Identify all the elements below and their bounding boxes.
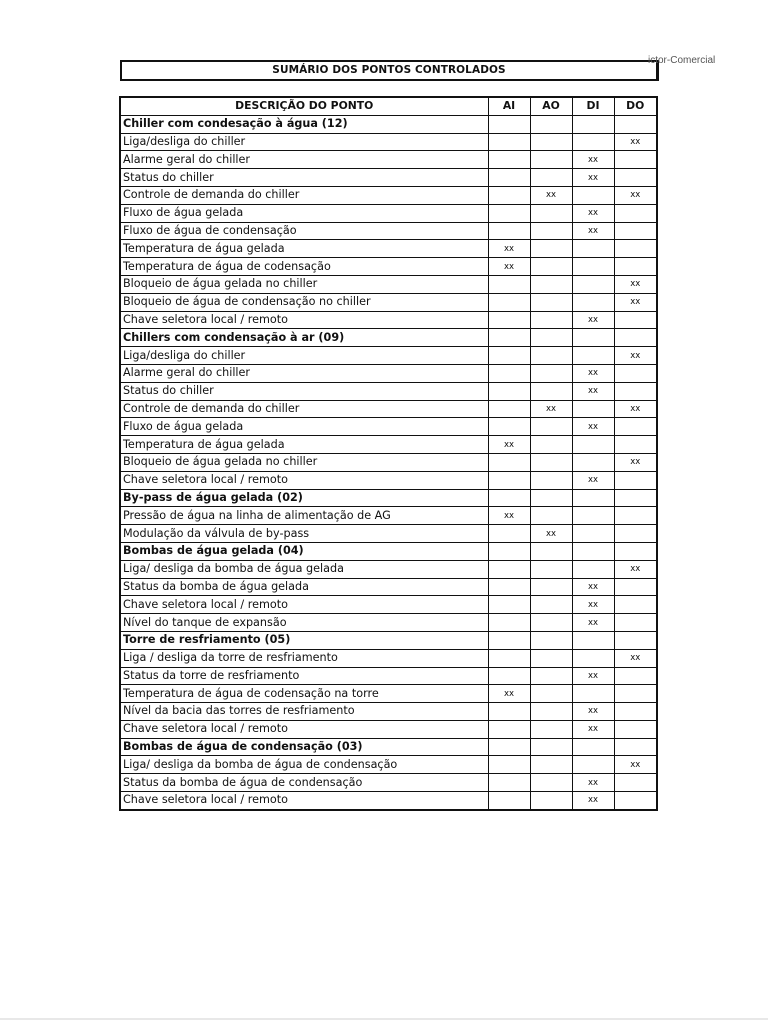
- cell-ao: [530, 169, 572, 187]
- cell-ao: [530, 756, 572, 774]
- cell-ao: [530, 364, 572, 382]
- cell-di: [572, 453, 614, 471]
- header-do: DO: [614, 97, 657, 115]
- cell-ai: [488, 792, 530, 810]
- cell-ai: [488, 275, 530, 293]
- section-header-row: [120, 542, 657, 560]
- cell-do: [614, 507, 657, 525]
- cell-ai: [488, 151, 530, 169]
- point-description: Fluxo de água gelada: [120, 204, 488, 222]
- cell-ao: [530, 151, 572, 169]
- cell-ao: [530, 542, 572, 560]
- cell-ai: xx: [488, 507, 530, 525]
- cell-ai: [488, 222, 530, 240]
- header-ao: AO: [530, 97, 572, 115]
- cell-di: [572, 507, 614, 525]
- point-description: Torre de resfriamento (05): [120, 631, 488, 649]
- cell-di: [572, 489, 614, 507]
- cell-di: [572, 436, 614, 454]
- section-header-row: [120, 631, 657, 649]
- table-row: [120, 418, 657, 436]
- cell-do: [614, 364, 657, 382]
- cell-ao: [530, 275, 572, 293]
- section-header-row: [120, 115, 657, 133]
- point-description: Status da torre de resfriamento: [120, 667, 488, 685]
- point-description: Bloqueio de água de condensação no chiller: [120, 293, 488, 311]
- cell-ao: [530, 614, 572, 632]
- point-description: Chave seletora local / remoto: [120, 792, 488, 810]
- cell-ao: [530, 347, 572, 365]
- cell-ao: [530, 596, 572, 614]
- cell-ao: [530, 204, 572, 222]
- cell-do: xx: [614, 275, 657, 293]
- cell-di: [572, 240, 614, 258]
- cell-do: [614, 614, 657, 632]
- cell-di: xx: [572, 222, 614, 240]
- cell-do: xx: [614, 133, 657, 151]
- point-description: Temperatura de água de codensação: [120, 258, 488, 276]
- table-row: [120, 756, 657, 774]
- cell-ao: [530, 293, 572, 311]
- section-header-row: [120, 738, 657, 756]
- header-di: DI: [572, 97, 614, 115]
- point-description: Chave seletora local / remoto: [120, 720, 488, 738]
- cell-ao: [530, 382, 572, 400]
- cell-ao: [530, 703, 572, 721]
- cell-di: [572, 258, 614, 276]
- cell-ai: [488, 542, 530, 560]
- table-row: [120, 596, 657, 614]
- cell-di: [572, 133, 614, 151]
- cell-ai: [488, 329, 530, 347]
- cell-ai: xx: [488, 240, 530, 258]
- point-description: Temperatura de água gelada: [120, 240, 488, 258]
- cell-do: [614, 578, 657, 596]
- cell-do: xx: [614, 560, 657, 578]
- cell-ai: [488, 311, 530, 329]
- cell-ai: [488, 596, 530, 614]
- cell-di: [572, 400, 614, 418]
- cell-di: [572, 293, 614, 311]
- cell-di: xx: [572, 204, 614, 222]
- cell-di: xx: [572, 364, 614, 382]
- point-description: Fluxo de água de condensação: [120, 222, 488, 240]
- point-description: Nível da bacia das torres de resfriamento: [120, 703, 488, 721]
- cell-do: [614, 151, 657, 169]
- cell-di: xx: [572, 774, 614, 792]
- point-description: Controle de demanda do chiller: [120, 186, 488, 204]
- cell-ai: [488, 489, 530, 507]
- section-header-row: [120, 329, 657, 347]
- cell-di: xx: [572, 382, 614, 400]
- cell-ai: [488, 293, 530, 311]
- cell-ao: [530, 222, 572, 240]
- table-row: [120, 578, 657, 596]
- cell-ao: [530, 240, 572, 258]
- cell-ai: [488, 631, 530, 649]
- point-description: Temperatura de água de codensação na torre: [120, 685, 488, 703]
- cell-di: xx: [572, 578, 614, 596]
- cell-di: xx: [572, 471, 614, 489]
- table-row: [120, 703, 657, 721]
- cell-ao: [530, 578, 572, 596]
- cell-do: [614, 436, 657, 454]
- table-row: [120, 614, 657, 632]
- cell-ai: [488, 720, 530, 738]
- cell-di: xx: [572, 720, 614, 738]
- cell-ao: [530, 631, 572, 649]
- table-row: [120, 240, 657, 258]
- cell-do: [614, 774, 657, 792]
- table-row: [120, 186, 657, 204]
- cell-di: xx: [572, 614, 614, 632]
- cell-ai: [488, 115, 530, 133]
- table-row: [120, 151, 657, 169]
- cell-ai: [488, 578, 530, 596]
- cell-do: xx: [614, 649, 657, 667]
- cell-do: xx: [614, 756, 657, 774]
- cell-do: [614, 329, 657, 347]
- point-description: Bloqueio de água gelada no chiller: [120, 453, 488, 471]
- cell-do: [614, 596, 657, 614]
- cell-ao: [530, 311, 572, 329]
- cell-ao: [530, 738, 572, 756]
- table-row: [120, 436, 657, 454]
- table-row: [120, 685, 657, 703]
- table-body: [120, 115, 657, 810]
- cell-do: [614, 703, 657, 721]
- cell-di: xx: [572, 667, 614, 685]
- point-description: Liga / desliga da torre de resfriamento: [120, 649, 488, 667]
- cell-do: xx: [614, 453, 657, 471]
- cell-ao: [530, 133, 572, 151]
- cell-ai: [488, 614, 530, 632]
- table-row: [120, 560, 657, 578]
- table-row: [120, 471, 657, 489]
- cell-do: [614, 115, 657, 133]
- table-row: [120, 364, 657, 382]
- point-description: Liga/ desliga da bomba de água de condensação: [120, 756, 488, 774]
- table-row: [120, 311, 657, 329]
- cell-ai: [488, 560, 530, 578]
- cell-ao: [530, 258, 572, 276]
- cell-ai: [488, 649, 530, 667]
- cell-di: xx: [572, 311, 614, 329]
- cell-ai: [488, 169, 530, 187]
- cell-do: [614, 667, 657, 685]
- cell-ai: [488, 471, 530, 489]
- cell-di: [572, 631, 614, 649]
- point-description: By-pass de água gelada (02): [120, 489, 488, 507]
- cell-do: [614, 542, 657, 560]
- table-row: [120, 720, 657, 738]
- cell-do: [614, 258, 657, 276]
- cell-di: [572, 560, 614, 578]
- cell-di: [572, 756, 614, 774]
- point-description: Bloqueio de água gelada no chiller: [120, 275, 488, 293]
- cell-do: [614, 169, 657, 187]
- cell-di: [572, 329, 614, 347]
- cell-ai: xx: [488, 258, 530, 276]
- cell-ao: [530, 507, 572, 525]
- cell-ai: [488, 400, 530, 418]
- cell-ai: [488, 756, 530, 774]
- table-row: [120, 204, 657, 222]
- document-title: SUMÁRIO DOS PONTOS CONTROLADOS: [120, 60, 659, 81]
- cell-do: [614, 525, 657, 543]
- header-ai: AI: [488, 97, 530, 115]
- cell-ao: [530, 115, 572, 133]
- cell-di: xx: [572, 169, 614, 187]
- cell-di: [572, 649, 614, 667]
- point-description: Alarme geral do chiller: [120, 151, 488, 169]
- cell-do: xx: [614, 293, 657, 311]
- cell-ao: [530, 649, 572, 667]
- cell-di: xx: [572, 418, 614, 436]
- point-description: Nível do tanque de expansão: [120, 614, 488, 632]
- cell-ao: xx: [530, 400, 572, 418]
- cell-do: [614, 311, 657, 329]
- table-row: [120, 275, 657, 293]
- cell-do: xx: [614, 400, 657, 418]
- cell-ao: [530, 418, 572, 436]
- table-row: [120, 347, 657, 365]
- cell-ao: [530, 471, 572, 489]
- table-row: [120, 667, 657, 685]
- point-description: Status do chiller: [120, 169, 488, 187]
- cell-do: [614, 222, 657, 240]
- cell-do: [614, 240, 657, 258]
- cell-di: [572, 186, 614, 204]
- point-description: Liga/desliga do chiller: [120, 133, 488, 151]
- cell-ai: [488, 453, 530, 471]
- table-row: [120, 507, 657, 525]
- point-description: Chiller com condesação à água (12): [120, 115, 488, 133]
- cell-ao: [530, 774, 572, 792]
- watermark-text: ictor-Comercial: [648, 55, 716, 66]
- table-row: [120, 453, 657, 471]
- cell-do: [614, 418, 657, 436]
- cell-ao: [530, 560, 572, 578]
- cell-ao: [530, 436, 572, 454]
- cell-ai: [488, 133, 530, 151]
- point-description: Liga/desliga do chiller: [120, 347, 488, 365]
- cell-ao: [530, 720, 572, 738]
- cell-do: [614, 631, 657, 649]
- cell-ai: [488, 347, 530, 365]
- table-row: [120, 649, 657, 667]
- cell-di: [572, 542, 614, 560]
- cell-di: xx: [572, 792, 614, 810]
- table-row: [120, 133, 657, 151]
- point-description: Status da bomba de água gelada: [120, 578, 488, 596]
- cell-ai: [488, 204, 530, 222]
- cell-di: [572, 685, 614, 703]
- cell-do: xx: [614, 186, 657, 204]
- scan-edge: [0, 1018, 768, 1020]
- cell-ai: [488, 774, 530, 792]
- cell-di: [572, 275, 614, 293]
- points-table: [119, 96, 658, 811]
- cell-di: xx: [572, 703, 614, 721]
- cell-ao: [530, 667, 572, 685]
- section-header-row: [120, 489, 657, 507]
- cell-ai: [488, 186, 530, 204]
- point-description: Chave seletora local / remoto: [120, 311, 488, 329]
- table-row: [120, 774, 657, 792]
- cell-ai: [488, 382, 530, 400]
- cell-ao: [530, 453, 572, 471]
- table-row: [120, 525, 657, 543]
- cell-ao: [530, 489, 572, 507]
- point-description: Chillers com condensação à ar (09): [120, 329, 488, 347]
- point-description: Bombas de água gelada (04): [120, 542, 488, 560]
- table-row: [120, 258, 657, 276]
- point-description: Alarme geral do chiller: [120, 364, 488, 382]
- point-description: Fluxo de água gelada: [120, 418, 488, 436]
- point-description: Bombas de água de condensação (03): [120, 738, 488, 756]
- cell-do: [614, 720, 657, 738]
- cell-di: [572, 738, 614, 756]
- cell-ao: xx: [530, 525, 572, 543]
- cell-ai: [488, 364, 530, 382]
- table-row: [120, 792, 657, 810]
- point-description: Modulação da válvula de by-pass: [120, 525, 488, 543]
- cell-ai: xx: [488, 436, 530, 454]
- cell-di: [572, 115, 614, 133]
- cell-ao: [530, 329, 572, 347]
- cell-ai: [488, 525, 530, 543]
- cell-ao: xx: [530, 186, 572, 204]
- cell-ao: [530, 792, 572, 810]
- cell-ai: [488, 667, 530, 685]
- cell-di: [572, 347, 614, 365]
- cell-ai: [488, 738, 530, 756]
- point-description: Temperatura de água gelada: [120, 436, 488, 454]
- point-description: Pressão de água na linha de alimentação de AG: [120, 507, 488, 525]
- point-description: Status da bomba de água de condensação: [120, 774, 488, 792]
- table-row: [120, 222, 657, 240]
- table-header-row: [120, 97, 657, 115]
- cell-ai: xx: [488, 685, 530, 703]
- point-description: Liga/ desliga da bomba de água gelada: [120, 560, 488, 578]
- table-row: [120, 400, 657, 418]
- table-row: [120, 169, 657, 187]
- cell-di: [572, 525, 614, 543]
- point-description: Chave seletora local / remoto: [120, 596, 488, 614]
- cell-do: [614, 471, 657, 489]
- cell-ai: [488, 703, 530, 721]
- point-description: Controle de demanda do chiller: [120, 400, 488, 418]
- cell-di: xx: [572, 596, 614, 614]
- table-row: [120, 293, 657, 311]
- cell-ai: [488, 418, 530, 436]
- cell-do: [614, 792, 657, 810]
- cell-do: [614, 382, 657, 400]
- cell-di: xx: [572, 151, 614, 169]
- cell-do: xx: [614, 347, 657, 365]
- point-description: Chave seletora local / remoto: [120, 471, 488, 489]
- cell-do: [614, 204, 657, 222]
- cell-do: [614, 685, 657, 703]
- cell-ao: [530, 685, 572, 703]
- point-description: Status do chiller: [120, 382, 488, 400]
- header-description: DESCRIÇÃO DO PONTO: [120, 97, 488, 115]
- table-row: [120, 382, 657, 400]
- cell-do: [614, 738, 657, 756]
- cell-do: [614, 489, 657, 507]
